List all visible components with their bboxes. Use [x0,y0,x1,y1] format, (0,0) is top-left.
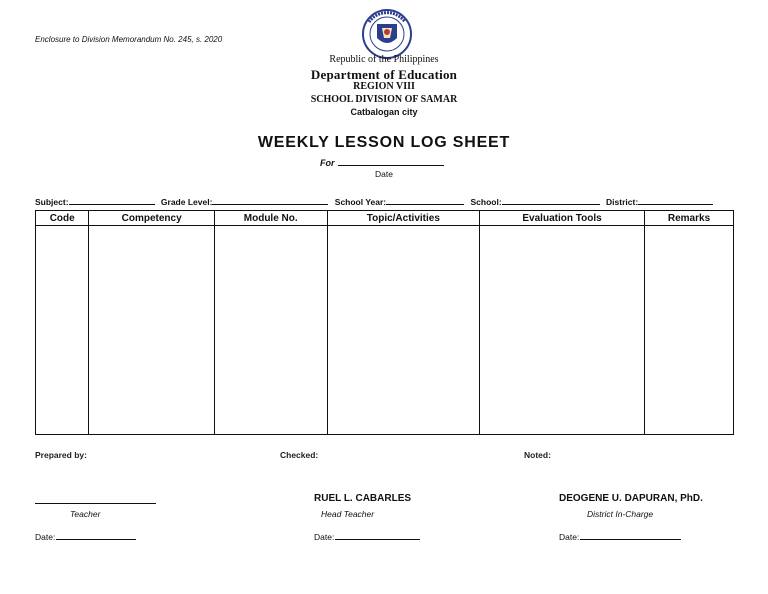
column-header-topic: Topic/Activities [327,211,479,226]
republic-heading: Republic of the Philippines [329,54,439,65]
date-blank [580,530,681,540]
school-year-blank [386,195,464,205]
date-label: Date: [35,532,56,542]
cell-competency [89,226,214,435]
column-header-module: Module No. [214,211,327,226]
cell-topic [327,226,479,435]
district-label: District: [606,197,639,207]
prepared-by-label: Prepared by: [35,450,87,460]
school-label: School: [470,197,502,207]
cell-evaluation [480,226,645,435]
department-heading: Department of Education [310,67,458,82]
date-blank [335,530,420,540]
school-year-label: School Year: [334,197,387,207]
date-caption: Date [375,169,393,179]
column-header-evaluation: Evaluation Tools [480,211,645,226]
column-header-remarks: Remarks [645,211,734,226]
page-title: WEEKLY LESSON LOG SHEET [257,134,511,151]
table-header-row [36,211,734,226]
division-heading: SCHOOL DIVISION OF SAMAR [310,94,458,105]
cell-remarks [645,226,734,435]
teacher-signature-line [35,493,156,504]
head-teacher-name: RUEL L. CABARLES [314,493,412,504]
district-incharge-name: DEOGENE U. DAPURAN, PhD. [559,493,703,504]
for-label: For [320,158,335,168]
head-teacher-role: Head Teacher [321,509,375,519]
date-label: Date: [314,532,335,542]
district-blank [638,195,713,205]
grade-level-blank [212,195,328,205]
column-header-code: Code [36,211,89,226]
city-heading: Catbalogan city [350,107,418,117]
grade-level-label: Grade Level: [160,197,213,207]
noted-label: Noted: [524,450,551,460]
column-header-competency: Competency [89,211,214,226]
for-blank [338,156,444,166]
school-blank [502,195,600,205]
deped-seal-logo [355,8,419,60]
region-heading: REGION VIII [353,81,415,92]
teacher-date-field [35,530,136,542]
subject-blank [69,195,155,205]
checked-label: Checked: [280,450,319,460]
head-teacher-date-field [314,530,420,542]
teacher-role: Teacher [70,509,101,519]
table-row [36,226,734,435]
subject-label: Subject: [35,197,69,207]
district-date-field [559,530,681,542]
district-incharge-role: District In-Charge [587,509,654,519]
enclosure-note: Enclosure to Division Memorandum No. 245, s. 2020 [35,35,223,44]
info-fields [35,195,735,207]
cell-module [214,226,327,435]
date-label: Date: [559,532,580,542]
cell-code [36,226,89,435]
lesson-log-table [35,210,734,435]
for-field [320,156,444,168]
date-blank [56,530,136,540]
